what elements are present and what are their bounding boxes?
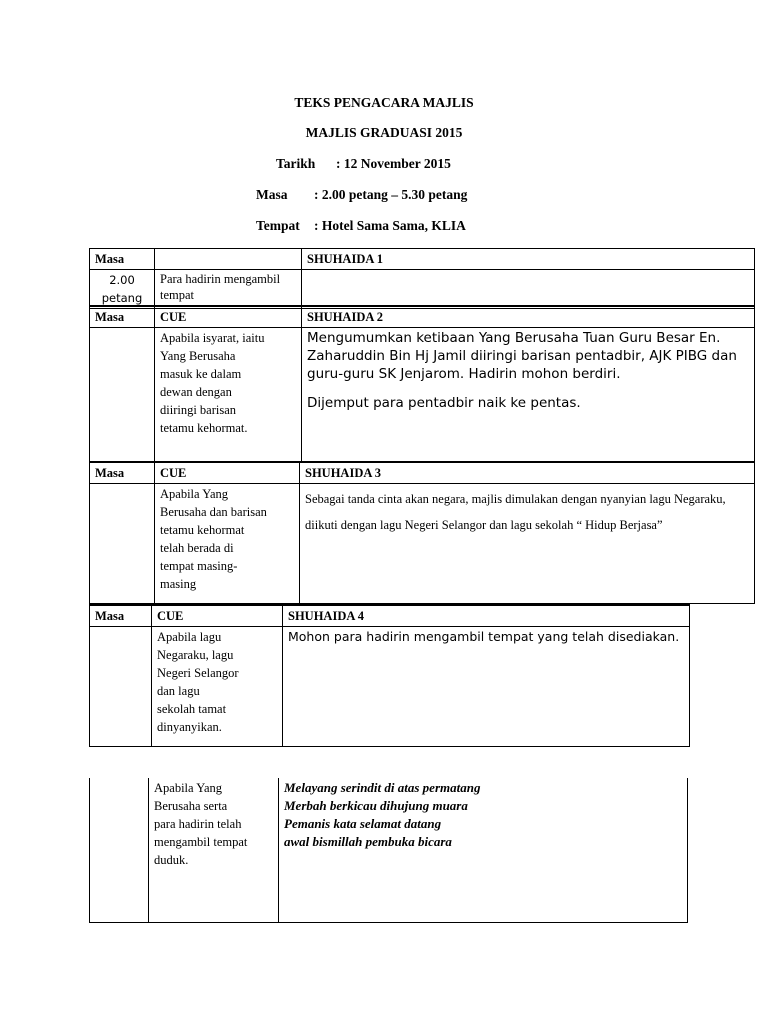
schedule-table-1 bbox=[89, 248, 755, 309]
col-masa-header: Masa bbox=[90, 605, 152, 627]
poem-line: awal bismillah pembuka bicara bbox=[284, 834, 452, 849]
info-date-value: : 12 November 2015 bbox=[336, 156, 451, 171]
table-header-row bbox=[90, 249, 755, 270]
masa-cell bbox=[90, 328, 155, 462]
table-header-row bbox=[90, 306, 755, 328]
info-venue-label: Tempat bbox=[256, 218, 300, 233]
schedule-table-3 bbox=[89, 461, 755, 604]
table-header-row bbox=[90, 462, 755, 484]
table-row bbox=[90, 778, 688, 922]
script-paragraph: Dijemput para pentadbir naik ke pentas. bbox=[307, 395, 581, 411]
col-masa-header: Masa bbox=[90, 249, 155, 270]
cue-cell: Apabila isyarat, iaitu Yang Berusaha masuk ke dalam dewan dengan diiringi barisan tetamu kehormat. bbox=[155, 328, 302, 462]
script-cell bbox=[302, 270, 755, 309]
info-date-label: Tarikh bbox=[276, 156, 316, 171]
poem-line: Pemanis kata selamat datang bbox=[284, 816, 442, 831]
schedule-table-5 bbox=[89, 778, 688, 923]
document-title: TEKS PENGACARA MAJLIS bbox=[294, 95, 474, 110]
cue-cell: Apabila Yang Berusaha dan barisan tetamu kehormat telah berada di tempat masing- masing bbox=[155, 484, 300, 604]
table-row bbox=[90, 328, 755, 462]
schedule-table-4 bbox=[89, 604, 690, 747]
col-masa-header: Masa bbox=[90, 462, 155, 484]
col-cue-header: CUE bbox=[155, 462, 300, 484]
schedule-table-2 bbox=[89, 305, 755, 462]
col-speaker-header: SHUHAIDA 4 bbox=[283, 605, 690, 627]
col-masa-header: Masa bbox=[90, 306, 155, 328]
masa-cell bbox=[90, 484, 155, 604]
col-speaker-header: SHUHAIDA 3 bbox=[300, 462, 755, 484]
col-cue-header bbox=[155, 249, 302, 270]
script-cell: Sebagai tanda cinta akan negara, majlis dimulakan dengan nyanyian lagu Negaraku, diikuti dengan lagu Negeri Selangor dan lagu sekolah “ Hidup Berjasa” bbox=[300, 484, 755, 604]
masa-cell bbox=[90, 778, 149, 922]
poem-cell bbox=[279, 778, 688, 922]
script-paragraph: Mengumumkan ketibaan Yang Berusaha Tuan Guru Besar En. Zaharuddin Bin Hj Jamil diiringi barisan pentadbir, AJK PIBG dan guru-guru SK Jenjarom. Hadirin mohon berdiri. bbox=[307, 330, 737, 382]
col-cue-header: CUE bbox=[152, 605, 283, 627]
table-row bbox=[90, 484, 755, 604]
col-speaker-header: SHUHAIDA 1 bbox=[302, 249, 755, 270]
cue-cell: Para hadirin mengambil tempat bbox=[155, 270, 302, 309]
cue-cell: Apabila lagu Negaraku, lagu Negeri Selangor dan lagu sekolah tamat dinyanyikan. bbox=[152, 627, 283, 747]
info-venue-value: : Hotel Sama Sama, KLIA bbox=[314, 218, 466, 233]
masa-cell bbox=[90, 627, 152, 747]
masa-cell: 2.00 petang bbox=[90, 270, 155, 309]
script-cell: Mohon para hadirin mengambil tempat yang telah disediakan. bbox=[283, 627, 690, 747]
col-cue-header: CUE bbox=[155, 306, 302, 328]
info-time-value: : 2.00 petang – 5.30 petang bbox=[314, 187, 468, 202]
table-row bbox=[90, 270, 755, 309]
poem-line: Melayang serindit di atas permatang bbox=[284, 780, 481, 795]
cue-cell: Apabila Yang Berusaha serta para hadirin telah mengambil tempat duduk. bbox=[149, 778, 279, 922]
table-header-row bbox=[90, 605, 690, 627]
script-cell bbox=[302, 328, 755, 462]
table-row bbox=[90, 627, 690, 747]
info-time-label: Masa bbox=[256, 187, 288, 202]
col-speaker-header: SHUHAIDA 2 bbox=[302, 306, 755, 328]
document-subtitle: MAJLIS GRADUASI 2015 bbox=[305, 125, 463, 140]
poem-line: Merbah berkicau dihujung muara bbox=[284, 798, 468, 813]
